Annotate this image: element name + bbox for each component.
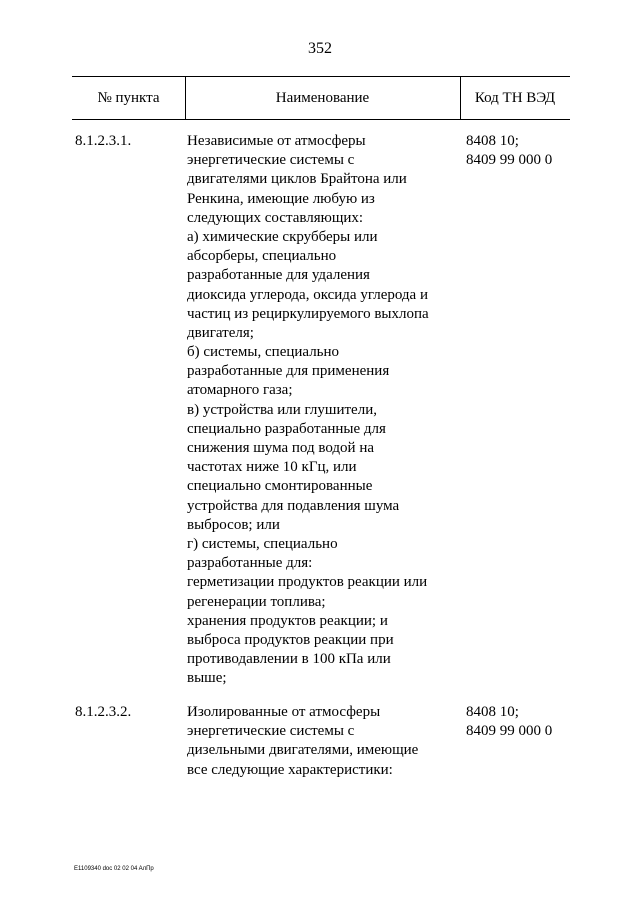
header-col-code: Код ТН ВЭД	[474, 90, 556, 106]
description-line: регенерации топлива;	[187, 593, 326, 610]
description-line: двигателями циклов Брайтона или	[187, 171, 407, 188]
description-line: противодавлении в 100 кПа или	[187, 651, 391, 668]
page-number: 352	[308, 40, 332, 57]
description-line: герметизации продуктов реакции или	[187, 574, 428, 591]
description-line: устройства для подавления шума	[187, 497, 400, 514]
description-line: все следующие характеристики:	[187, 761, 393, 778]
table-header	[72, 76, 570, 120]
description-line: разработанные для применения	[187, 363, 390, 380]
code-line: 8408 10;	[466, 133, 519, 149]
description-line: диоксида углерода, оксида углерода и	[187, 286, 428, 303]
description-line: в) устройства или глушители,	[187, 401, 377, 418]
item-number: 8.1.2.3.2.	[75, 704, 132, 720]
description-line: Независимые от атмосферы	[187, 133, 366, 149]
description-line: следующих составляющих:	[187, 209, 364, 226]
description-line: специально разработанные для	[187, 420, 386, 437]
item-number: 8.1.2.3.1.	[75, 133, 132, 149]
description-line: энергетические системы с	[187, 152, 355, 169]
description-line: выбросов; или	[187, 516, 280, 533]
item-codes	[466, 703, 552, 741]
description-line: выброса продуктов реакции при	[187, 631, 394, 648]
description-line: Изолированные от атмосферы	[187, 704, 381, 720]
code-line: 8409 99 000 0	[466, 152, 553, 169]
description-line: абсорберы, специально	[187, 248, 337, 265]
item-description	[187, 703, 467, 780]
description-line: атомарного газа;	[187, 382, 293, 399]
footer-note: Е1109340 doc 02 02 04 AлПр	[74, 866, 154, 872]
description-line: разработанные для:	[187, 555, 313, 572]
code-line: 8409 99 000 0	[466, 723, 553, 740]
description-line: разработанные для удаления	[187, 267, 370, 284]
description-line: энергетические системы с	[187, 723, 355, 740]
description-line: Ренкина, имеющие любую из	[187, 190, 375, 207]
description-line: г) системы, специально	[187, 535, 338, 552]
description-line: а) химические скрубберы или	[187, 228, 378, 245]
description-line: двигателя;	[187, 324, 254, 341]
code-line: 8408 10;	[466, 704, 519, 720]
item-codes	[466, 132, 552, 170]
description-line: б) системы, специально	[187, 344, 340, 361]
header-col-number: № пункта	[97, 90, 160, 106]
description-line: выше;	[187, 670, 227, 687]
header-col-name: Наименование	[275, 90, 370, 106]
description-line: частотах ниже 10 кГц, или	[187, 459, 357, 476]
description-line: хранения продуктов реакции; и	[187, 612, 388, 629]
description-line: снижения шума под водой на	[187, 440, 375, 456]
description-line: специально смонтированные	[187, 478, 373, 495]
description-line: дизельными двигателями, имеющие	[187, 742, 419, 759]
description-line: частиц из рециркулируемого выхлопа	[187, 305, 429, 322]
item-description	[187, 132, 467, 688]
